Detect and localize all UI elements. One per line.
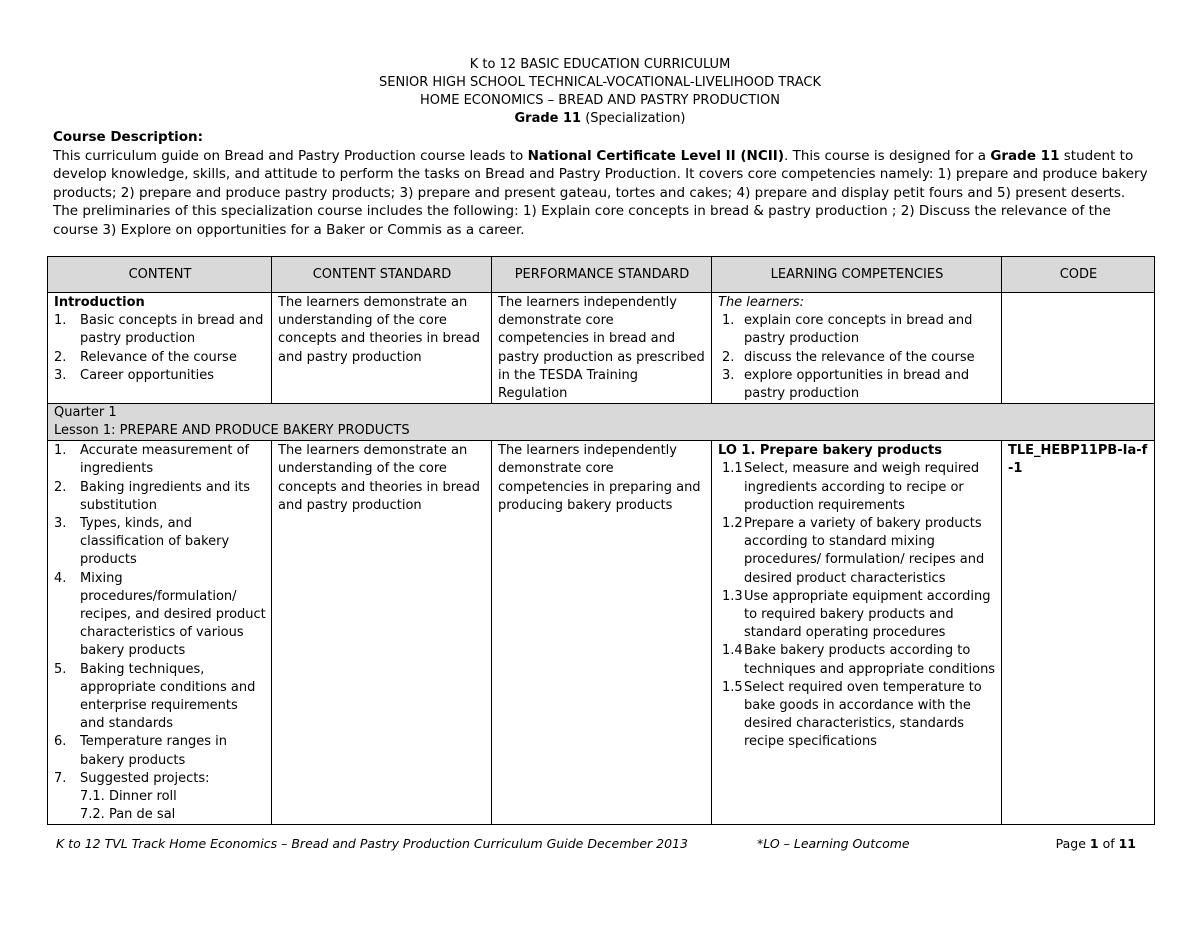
lesson1-code: TLE_HEBP11PB-Ia-f-1 [1002, 441, 1155, 825]
item-number: 7. [54, 770, 67, 786]
competency-item [718, 515, 996, 588]
item-text: Suggested projects: [80, 770, 210, 786]
course-description-text [53, 147, 1153, 240]
subitem: 7.1. Dinner roll [80, 789, 177, 805]
item-number: 1.3 [722, 588, 743, 604]
lesson1-items [54, 442, 266, 788]
item-number: 6. [54, 734, 67, 750]
list-item [54, 442, 266, 478]
table-row-quarter [48, 404, 1155, 441]
list-item [54, 479, 266, 515]
col-header-content-standard: CONTENT STANDARD [272, 257, 492, 293]
item-number: 3. [54, 516, 67, 532]
item-text: explore opportunities in bread and pastry production [744, 367, 970, 402]
table-header-row [48, 257, 1155, 293]
intro-items [54, 312, 266, 385]
col-header-performance-standard: PERFORMANCE STANDARD [492, 257, 712, 293]
item-text: discuss the relevance of the course [744, 349, 975, 365]
intro-content-cell [48, 293, 272, 404]
intro-title: Introduction [54, 295, 145, 310]
subitem: 7.2. Pan de sal [80, 807, 176, 823]
item-number: 1.2 [722, 516, 743, 532]
list-item [54, 312, 266, 348]
item-text: Select, measure and weigh required ingredients according to recipe or production requirements [744, 461, 980, 513]
table-row-lesson1 [48, 441, 1155, 825]
item-text: explain core concepts in bread and pastry production [744, 313, 973, 347]
lo-title: LO 1. Prepare bakery products [718, 443, 942, 459]
item-text: Select required oven temperature to bake goods in accordance with the desired characteristics, standards recipe specifications [744, 679, 982, 750]
item-number: 2. [722, 349, 735, 365]
item-text: Accurate measurement of ingredients [80, 443, 250, 477]
intro-performance-standard: The learners independently demonstrate core competencies in bread and pastry production as prescribed in the TESDA Training Regulation [492, 293, 712, 404]
item-number: 1. [54, 313, 67, 329]
table-row-introduction [48, 293, 1155, 404]
list-item [718, 312, 996, 348]
header-line3: HOME ECONOMICS – BREAD AND PASTRY PRODUCTION [420, 93, 780, 108]
competencies-lead: The learners: [718, 295, 804, 310]
item-text: Prepare a variety of bakery products according to standard mixing procedures/ formulation/ recipes and desired product characteristics [744, 516, 985, 586]
col-header-code: CODE [1002, 257, 1155, 293]
course-description-title: Course Description: [53, 129, 204, 145]
curriculum-table [47, 256, 1155, 825]
item-text: Relevance of the course [80, 349, 237, 365]
item-number: 2. [54, 349, 67, 365]
lesson1-competencies-cell [712, 441, 1002, 825]
list-item [54, 349, 266, 367]
page-current: 1 [1089, 836, 1099, 851]
footer-guide-title: K to 12 TVL Track Home Economics – Bread and Pastry Production Curriculum Guide December 2013 [56, 836, 688, 851]
header-line2: SENIOR HIGH SCHOOL TECHNICAL-VOCATIONAL-LIVELIHOOD TRACK [379, 75, 821, 90]
item-number: 1. [54, 443, 67, 459]
item-text: Temperature ranges in bakery products [80, 734, 228, 768]
list-item [54, 367, 266, 385]
lesson-label: Lesson 1: PREPARE AND PRODUCE BAKERY PRODUCTS [54, 423, 410, 439]
list-item [718, 367, 996, 403]
header-grade [0, 110, 1200, 128]
header-line1: K to 12 BASIC EDUCATION CURRICULUM [469, 57, 731, 72]
page-number [1056, 836, 1136, 851]
grade-label: Grade 11 [514, 111, 582, 126]
list-item [54, 770, 266, 788]
list-item [54, 515, 266, 570]
grade-note: (Specialization) [585, 111, 686, 126]
col-header-content: CONTENT [48, 257, 272, 293]
intro-content-standard: The learners demonstrate an understanding of the core concepts and theories in bread and pastry production [272, 293, 492, 404]
item-number: 3. [54, 367, 67, 383]
item-number: 4. [54, 570, 67, 586]
page-total: 11 [1118, 836, 1136, 851]
item-number: 1.1 [722, 461, 743, 477]
course-description [53, 128, 1153, 239]
item-text: Career opportunities [80, 367, 214, 383]
page-prefix: Page [1055, 836, 1090, 851]
lesson1-content-cell [48, 441, 272, 825]
item-text: Baking ingredients and its substitution [80, 479, 250, 513]
intro-competencies [718, 312, 996, 403]
item-text: Types, kinds, and classification of bakery products [80, 516, 230, 568]
footer-lo-note: *LO – Learning Outcome [757, 836, 910, 851]
item-number: 1.5 [722, 679, 743, 695]
lesson1-performance-standard: The learners independently demonstrate core competencies in preparing and producing bakery products [492, 441, 712, 825]
item-text: Baking techniques, appropriate conditions and enterprise requirements and standards [80, 661, 256, 732]
competency-item [718, 588, 996, 643]
item-text: Use appropriate equipment according to required bakery products and standard operating procedures [744, 588, 991, 641]
competency-item [718, 679, 996, 752]
page-of: of [1098, 836, 1119, 851]
desc-part3: student to develop knowledge, skills, and attitude to perform the tasks on Bread and Pastry Production. It covers core competencies namely: 1) prepare and produce bakery products; 2) prepare and produce pastry products; 3) prepare and present gateau, tortes and cakes; 4) prepare and display petit fours and 5) present deserts. The preliminaries of this specialization course includes the following: 1) Explain core concepts in bread & pastry production ; 2) Discuss the relevance of the course 3) Explore on opportunities for a Baker or Commis as a career. [53, 147, 1148, 238]
document-header [0, 56, 1200, 128]
item-number: 2. [54, 479, 67, 495]
item-text: Mixing procedures/formulation/ recipes, and desired product characteristics of various bakery products [80, 570, 266, 659]
list-item [54, 661, 266, 734]
list-item [718, 349, 996, 367]
desc-ncii: National Certificate Level II (NCII) [527, 147, 784, 164]
intro-competencies-cell [712, 293, 1002, 404]
quarter-label: Quarter 1 [54, 405, 117, 421]
list-item [54, 570, 266, 661]
desc-grade: Grade 11 [990, 147, 1060, 164]
intro-code-cell [1002, 293, 1155, 404]
competency-item [718, 642, 996, 678]
item-text: Basic concepts in bread and pastry production [80, 313, 264, 347]
item-number: 3. [722, 367, 735, 383]
list-item [54, 733, 266, 769]
item-text: Bake bakery products according to techniques and appropriate conditions [744, 643, 996, 677]
item-number: 1.4 [722, 643, 743, 659]
desc-part2: . This course is designed for a [783, 147, 991, 164]
quarter-cell [48, 404, 1155, 441]
col-header-learning-competencies: LEARNING COMPETENCIES [712, 257, 1002, 293]
lesson1-content-standard: The learners demonstrate an understanding of the core concepts and theories in bread and pastry production [272, 441, 492, 825]
competency-item [718, 460, 996, 515]
item-number: 5. [54, 661, 67, 677]
desc-part1: This curriculum guide on Bread and Pastry Production course leads to [53, 147, 528, 164]
item-number: 1. [722, 313, 735, 329]
